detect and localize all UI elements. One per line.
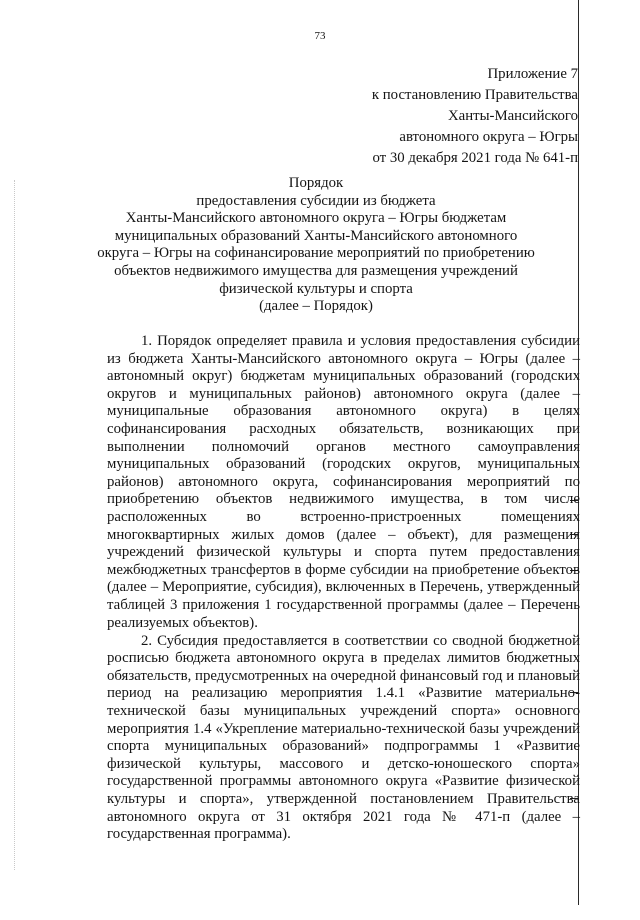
page-number: 73	[314, 30, 326, 42]
title-line: округа – Югры на софинансирование мероприятий по приобретению	[97, 245, 535, 262]
title-line: Ханты-Мансийского автономного округа – Югры бюджетам	[125, 210, 507, 227]
title-line: (далее – Порядок)	[259, 298, 373, 315]
document-body	[107, 333, 580, 844]
title-line: предоставления субсидии из бюджета	[196, 192, 436, 209]
title-line: муниципальных образований Ханты-Мансийского автономного	[114, 227, 518, 244]
appendix-line: автономного округа – Югры	[399, 129, 578, 145]
appendix-line: Ханты-Мансийского	[447, 108, 578, 124]
appendix-line: от 30 декабря 2021 года № 641-п	[372, 150, 578, 166]
appendix-line: Приложение 7	[487, 66, 578, 82]
document-title	[96, 175, 536, 316]
title-line: объектов недвижимого имущества для размещения учреждений	[114, 262, 518, 279]
title-line: физической культуры и спорта	[219, 280, 413, 297]
appendix-line: к постановлению Правительства	[371, 87, 578, 103]
title-line: Порядок	[288, 175, 344, 191]
appendix-header	[372, 64, 578, 169]
paragraph-1: 1. Порядок определяет правила и условия предоставления субсидии из бюджета Ханты-Мансийского автономного округа – Югры (далее – автономный округ) бюджетам муниципальных образований (городских округов и муниципальных районов) автономного округа (далее – муниципальные образования автономного округа) в целях софинансирования расходных обязательств, возникающих при выполнении полномочий органов местного самоуправления муниципальных образований (городских округов, муниципальных районов) автономного округа, софинансирования мероприятий по приобретению объектов недвижимого имущества, в том числе расположенных во встроенно-пристроенных помещениях многоквартирных жилых домов (далее – объект), для размещения учреждений физической культуры и спорта путем предоставления межбюджетных трансфертов в форме субсидии на приобретение объектов (далее – Мероприятие, субсидия), включенных в Перечень, утвержденный таблицей 3 приложения 1 государственной программы (далее – Перечень реализуемых объектов).	[107, 333, 580, 631]
scan-left-edge	[14, 180, 16, 870]
paragraph-2: 2. Субсидия предоставляется в соответствии со сводной бюджетной росписью бюджета автономного округа в пределах лимитов бюджетных обязательств, предусмотренных на очередной финансовый год и плановый период на реализацию мероприятия 1.4.1 «Развитие материально-технической базы муниципальных учреждений спорта» основного мероприятия 1.4 «Укрепление материально-технической базы учреждений спорта муниципальных образований» подпрограммы 1 «Развитие физической культуры, массового и детско-юношеского спорта» государственной программы автономного округа «Развитие физической культуры и спорта», утвержденной постановлением Правительства автономного округа от 31 октября 2021 года № 471-п (далее – государственная программа).	[107, 632, 580, 843]
